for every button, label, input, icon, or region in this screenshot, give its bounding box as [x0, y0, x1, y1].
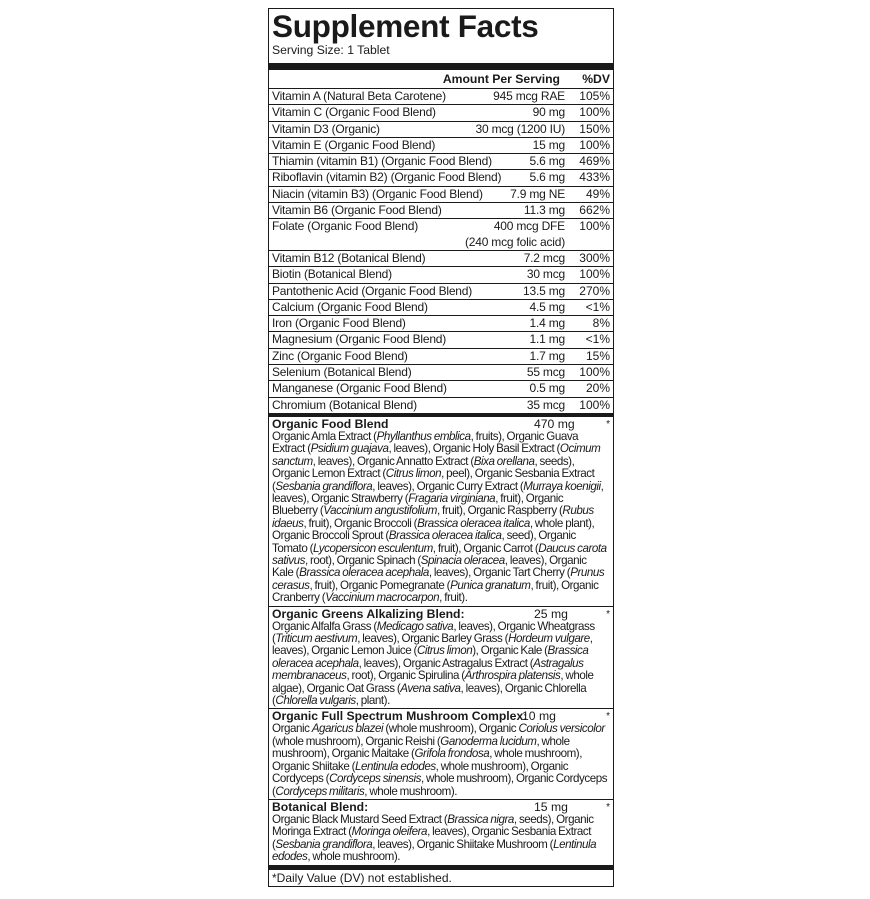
ingredient-text: , leaves), Organic Strawberry (	[272, 479, 604, 505]
ingredient-text: , fruit), Organic Broccoli (	[303, 516, 418, 530]
nutrient-amount	[523, 284, 570, 299]
supplement-facts-panel	[268, 8, 614, 887]
nutrient-name: Vitamin C (Organic Food Blend)	[272, 105, 436, 120]
nutrient-table	[272, 89, 610, 413]
blend-amount: 15 mg	[534, 799, 568, 814]
ingredient-text: , seeds), Organic Moringa Extract (	[272, 812, 594, 839]
ingredient-text: , seeds), Organic Lemon Extract (	[272, 454, 575, 481]
nutrient-name: Iron (Organic Food Blend)	[272, 316, 406, 331]
nutrient-row	[269, 89, 613, 105]
blend-name: Organic Full Spectrum Mushroom Complex:	[272, 709, 528, 724]
nutrient-name: Zinc (Organic Food Blend)	[272, 348, 408, 363]
ingredient-text: , leaves), Organic Annatto Extract (	[312, 454, 474, 468]
thick-divider	[269, 63, 613, 70]
nutrient-amount	[530, 332, 571, 347]
nutrient-dv: 270%	[579, 283, 610, 298]
blend-section	[269, 709, 613, 799]
nutrient-name: Manganese (Organic Food Blend)	[272, 381, 447, 396]
nutrient-row	[269, 381, 613, 397]
ingredient-text: , leaves), Organic Sesbania Extract (	[272, 825, 592, 851]
nutrient-row	[269, 332, 613, 348]
ingredient-latin-name: Cordyceps militaris	[275, 784, 365, 798]
nutrient-amount-value: 35 mcg	[526, 397, 565, 412]
ingredient-latin-name: Ganoderma lucidum	[440, 734, 537, 748]
nutrient-dv: <1%	[585, 332, 610, 347]
ingredient-latin-name: Punica granatum	[450, 578, 531, 592]
nutrient-name: Vitamin B6 (Organic Food Blend)	[272, 203, 442, 218]
footnote: *Daily Value (DV) not established.	[272, 870, 452, 885]
ingredient-latin-name: Brassica oleracea italica	[417, 516, 530, 530]
nutrient-dv: 100%	[579, 397, 610, 412]
nutrient-amount-value: 55 mcg	[526, 365, 565, 380]
nutrient-name: Vitamin D3 (Organic)	[272, 121, 380, 136]
ingredient-latin-name: Hordeum vulgare	[508, 632, 590, 646]
ingredient-latin-name: Murraya koenigii	[523, 479, 601, 493]
nutrient-dv: 150%	[579, 121, 610, 136]
ingredient-text: , leaves), Organic Chlorella (	[272, 681, 587, 708]
ingredient-text: Organic Black Mustard Seed Extract (	[272, 812, 448, 826]
nutrient-amount	[530, 300, 571, 315]
nutrient-amount-note: (240 mcg folic acid)	[464, 234, 565, 249]
nutrient-amount-value: 5.6 mg	[529, 154, 565, 169]
nutrient-row	[269, 187, 613, 203]
blend-name: Organic Greens Alkalizing Blend:	[272, 606, 465, 621]
blend-dv-asterisk: *	[606, 711, 610, 723]
nutrient-row	[269, 365, 613, 381]
ingredient-text: Organic Alfalfa Grass (	[272, 619, 377, 633]
nutrient-amount	[524, 203, 570, 218]
nutrient-amount-value: 945 mcg RAE	[493, 89, 565, 103]
nutrient-row	[269, 203, 613, 219]
ingredient-text: , fruit), Organic Carrot (	[432, 541, 539, 555]
nutrient-amount-value: 5.6 mg	[529, 170, 565, 185]
column-header	[269, 70, 613, 89]
nutrient-dv: 100%	[579, 365, 610, 380]
ingredient-latin-name: Sesbania grandiflora	[275, 479, 373, 493]
nutrient-name: Vitamin E (Organic Food Blend)	[272, 137, 436, 152]
nutrient-row	[269, 105, 613, 121]
ingredient-text: , whole mushroom).	[307, 850, 401, 864]
nutrient-name: Niacin (vitamin B3) (Organic Food Blend)	[272, 186, 483, 201]
nutrient-amount	[527, 267, 570, 282]
nutrient-amount	[533, 105, 570, 120]
ingredient-text: , fruit), Organic Pomegranate (	[309, 578, 451, 592]
ingredient-text: , leaves), Organic Tart Cherry (	[428, 566, 571, 580]
ingredient-text: , fruit), Organic Cranberry (	[272, 578, 599, 605]
ingredient-latin-name: Sesbania grandiflora	[275, 837, 373, 851]
nutrient-amount	[530, 316, 571, 331]
nutrient-amount-value: 30 mcg (1200 IU)	[475, 121, 565, 136]
blend-amount: 10 mg	[522, 709, 556, 724]
nutrient-amount	[493, 89, 570, 104]
ingredient-latin-name: Chlorella vulgaris	[275, 694, 356, 708]
nutrient-amount-value: 30 mcg	[526, 267, 565, 282]
ingredient-latin-name: Agaricus blazei	[311, 722, 384, 736]
ingredient-latin-name: Coriolus versicolor	[518, 722, 605, 736]
nutrient-row	[269, 219, 613, 251]
nutrient-row	[269, 138, 613, 154]
blend-dv-asterisk: *	[606, 418, 610, 430]
ingredient-text: , leaves), Organic Lemon Juice (	[272, 632, 593, 658]
ingredient-text: , leaves), Organic Wheatgrass (	[272, 619, 595, 646]
ingredient-latin-name: Daucus carota sativus	[272, 541, 607, 567]
ingredient-latin-name: Triticum aestivum	[275, 632, 358, 646]
nutrient-dv: 8%	[592, 316, 610, 331]
nutrient-amount-value: 15 mg	[532, 137, 565, 152]
ingredient-latin-name: Lentinula edodes	[355, 759, 436, 773]
nutrient-name: Chromium (Botanical Blend)	[272, 397, 417, 412]
nutrient-dv: 15%	[585, 348, 610, 363]
ingredient-text: , leaves), Organic Astragalus Extract (	[358, 656, 534, 670]
nutrient-amount-value: 1.7 mg	[529, 348, 565, 363]
nutrient-dv: 100%	[579, 137, 610, 152]
ingredient-text: , whole plant), Organic Broccoli Sprout (	[272, 516, 595, 543]
ingredient-latin-name: Brassica oleracea acephala	[272, 644, 589, 670]
ingredient-latin-name: Brassica oleracea acephala	[299, 566, 429, 580]
nutrient-amount	[530, 170, 571, 185]
blend-name: Botanical Blend:	[272, 799, 369, 814]
ingredient-text: , root), Organic Spinach (	[304, 554, 421, 567]
amount-per-serving-header: Amount Per Serving	[442, 72, 560, 86]
blend-ingredients	[272, 814, 610, 864]
blend-section	[269, 800, 613, 865]
blend-section	[269, 417, 613, 607]
nutrient-name: Biotin (Botanical Blend)	[272, 267, 392, 282]
serving-size: Serving Size: 1 Tablet	[272, 43, 390, 57]
nutrient-dv: 105%	[579, 89, 610, 103]
nutrient-row	[269, 284, 613, 300]
blend-ingredients	[272, 723, 610, 797]
nutrient-name: Folate (Organic Food Blend)	[272, 219, 419, 234]
ingredient-text: Organic	[272, 722, 312, 736]
ingredient-text: , leaves), Organic Kale (	[272, 554, 587, 580]
nutrient-row	[269, 316, 613, 332]
nutrient-row	[269, 267, 613, 283]
ingredient-latin-name: Vaccinium angustifolium	[323, 504, 437, 518]
blend-section	[269, 607, 613, 710]
ingredient-latin-name: Bixa orellana	[473, 454, 535, 468]
nutrient-amount-value: 0.5 mg	[529, 381, 565, 396]
ingredient-latin-name: Moringa oleifera	[351, 825, 428, 839]
ingredient-latin-name: Brassica oleracea italica	[388, 529, 502, 543]
nutrient-row	[269, 349, 613, 365]
nutrient-amount-value: 1.4 mg	[529, 316, 565, 331]
nutrient-name: Calcium (Organic Food Blend)	[272, 299, 428, 314]
ingredient-text: , leaves), Organic Barley Grass (	[357, 632, 509, 646]
nutrient-name: Selenium (Botanical Blend)	[272, 365, 412, 380]
ingredient-text: , leaves), Organic Curry Extract (	[372, 479, 524, 493]
ingredient-latin-name: Rubus idaeus	[272, 504, 594, 530]
nutrient-row	[269, 251, 613, 267]
nutrient-amount	[475, 122, 570, 137]
ingredient-text: (whole mushroom), Organic	[383, 722, 519, 736]
ingredient-text: , leaves), Organic Shiitake Mushroom (	[372, 837, 554, 851]
nutrient-dv: 100%	[579, 219, 610, 234]
ingredient-text: , whole mushroom).	[364, 784, 457, 798]
nutrient-amount-value: 400 mcg DFE	[493, 219, 565, 234]
blend-ingredients	[272, 431, 610, 605]
ingredient-text: , fruit).	[439, 591, 468, 605]
ingredient-text: ), Organic Kale (	[472, 644, 548, 658]
nutrient-row	[269, 122, 613, 138]
nutrient-amount	[527, 365, 570, 380]
nutrient-row	[269, 170, 613, 186]
nutrient-row	[269, 300, 613, 316]
blend-ingredients	[272, 621, 610, 708]
blend-dv-asterisk: *	[606, 608, 610, 620]
nutrient-dv: 100%	[579, 267, 610, 282]
ingredient-text: , peel), Organic Sesbania Extract (	[272, 467, 595, 493]
blend-amount: 470 mg	[534, 416, 575, 431]
blend-dv-asterisk: *	[606, 801, 610, 813]
ingredient-latin-name: Grifola frondosa	[414, 747, 490, 761]
ingredient-latin-name: Citrus limon	[416, 644, 473, 658]
ingredient-latin-name: Phyllanthus emblica	[376, 429, 471, 443]
ingredient-latin-name: Medicago sativa	[376, 619, 454, 633]
nutrient-amount-value: 11.3 mg	[523, 203, 565, 218]
nutrient-name: Magnesium (Organic Food Blend)	[272, 332, 447, 347]
nutrient-name: Pantothenic Acid (Organic Food Blend)	[272, 283, 473, 298]
nutrient-amount	[530, 154, 571, 169]
ingredient-latin-name: Lentinula edodes	[272, 837, 597, 864]
ingredient-latin-name: Cordyceps sinensis	[329, 772, 421, 786]
ingredient-latin-name: Psidium guajava	[310, 442, 389, 456]
ingredient-latin-name: Brassica nigra	[447, 812, 514, 826]
nutrient-dv: 100%	[579, 105, 610, 120]
nutrient-name: Thiamin (vitamin B1) (Organic Food Blend)	[272, 154, 492, 169]
ingredient-text: , fruits), Organic Guava Extract (	[272, 429, 579, 456]
nutrient-name: Vitamin B12 (Botanical Blend)	[272, 250, 426, 265]
nutrient-row	[269, 154, 613, 170]
nutrient-amount-value: 90 mg	[532, 105, 565, 120]
ingredient-text: , whole mushroom), Organic Cordyceps (	[272, 772, 608, 798]
nutrient-amount	[533, 138, 570, 153]
ingredient-text: (whole mushroom), Organic Reishi (	[272, 734, 441, 748]
nutrient-amount	[524, 251, 570, 266]
ingredient-latin-name: Fragaria virginiana	[408, 491, 496, 505]
nutrient-amount-value: 7.2 mcg	[523, 250, 565, 265]
dv-header: %DV	[582, 72, 610, 86]
nutrient-amount	[527, 398, 570, 413]
ingredient-text: , whole mushroom), Organic Cordyceps (	[272, 759, 569, 786]
ingredient-text: , root), Organic Spirulina (	[346, 669, 465, 683]
nutrient-dv: 49%	[585, 186, 610, 201]
ingredient-text: , whole algae), Organic Oat Grass (	[272, 669, 594, 695]
ingredient-latin-name: Arthrospira platensis	[464, 669, 561, 683]
ingredient-text: , whole mushroom), Organic Maitake (	[272, 734, 570, 761]
nutrient-amount-value: 7.9 mg NE	[510, 186, 565, 201]
nutrient-amount-value: 4.5 mg	[529, 299, 565, 314]
ingredient-text: , fruit), Organic Blueberry (	[272, 491, 564, 518]
nutrient-dv: 662%	[579, 203, 610, 218]
blend-name: Organic Food Blend	[272, 416, 389, 431]
nutrient-dv: <1%	[585, 299, 610, 314]
nutrient-amount	[530, 381, 571, 396]
ingredient-latin-name: Avena sativa	[400, 681, 461, 695]
ingredient-text: Organic Amla Extract (	[272, 429, 377, 443]
ingredient-latin-name: Prunus cerasus	[272, 566, 605, 592]
ingredient-latin-name: Ocimum sanctum	[272, 442, 601, 468]
nutrient-row	[269, 398, 613, 413]
ingredient-latin-name: Astragalus membranaceus	[272, 656, 584, 683]
panel-title: Supplement Facts	[272, 8, 539, 44]
nutrient-amount	[510, 187, 570, 202]
ingredient-text: , leaves), Organic Holy Basil Extract (	[388, 442, 560, 456]
ingredient-latin-name: Vaccinium macrocarpon	[325, 591, 440, 605]
nutrient-amount	[530, 349, 571, 364]
nutrient-amount	[465, 219, 570, 250]
nutrient-name: Vitamin A (Natural Beta Carotene)	[272, 89, 446, 103]
blend-list	[272, 417, 610, 865]
ingredient-text: , whole mushroom), Organic Shiitake (	[272, 747, 582, 773]
ingredient-latin-name: Lycopersicon esculentum	[313, 541, 433, 555]
ingredient-latin-name: Spinacia oleracea	[420, 554, 505, 567]
nutrient-amount-value: 1.1 mg	[529, 332, 565, 347]
ingredient-text: , plant).	[355, 694, 390, 708]
ingredient-latin-name: Citrus limon	[385, 467, 442, 481]
nutrient-dv: 20%	[585, 381, 610, 396]
nutrient-dv: 469%	[579, 154, 610, 169]
nutrient-dv: 433%	[579, 170, 610, 185]
nutrient-amount-value: 13.5 mg	[523, 283, 565, 298]
blend-amount: 25 mg	[534, 606, 568, 621]
ingredient-text: , seed), Organic Tomato (	[272, 529, 576, 555]
ingredient-text: , fruit), Organic Raspberry (	[437, 504, 563, 518]
nutrient-name: Riboflavin (vitamin B2) (Organic Food Blend)	[272, 170, 502, 185]
nutrient-dv: 300%	[579, 250, 610, 265]
